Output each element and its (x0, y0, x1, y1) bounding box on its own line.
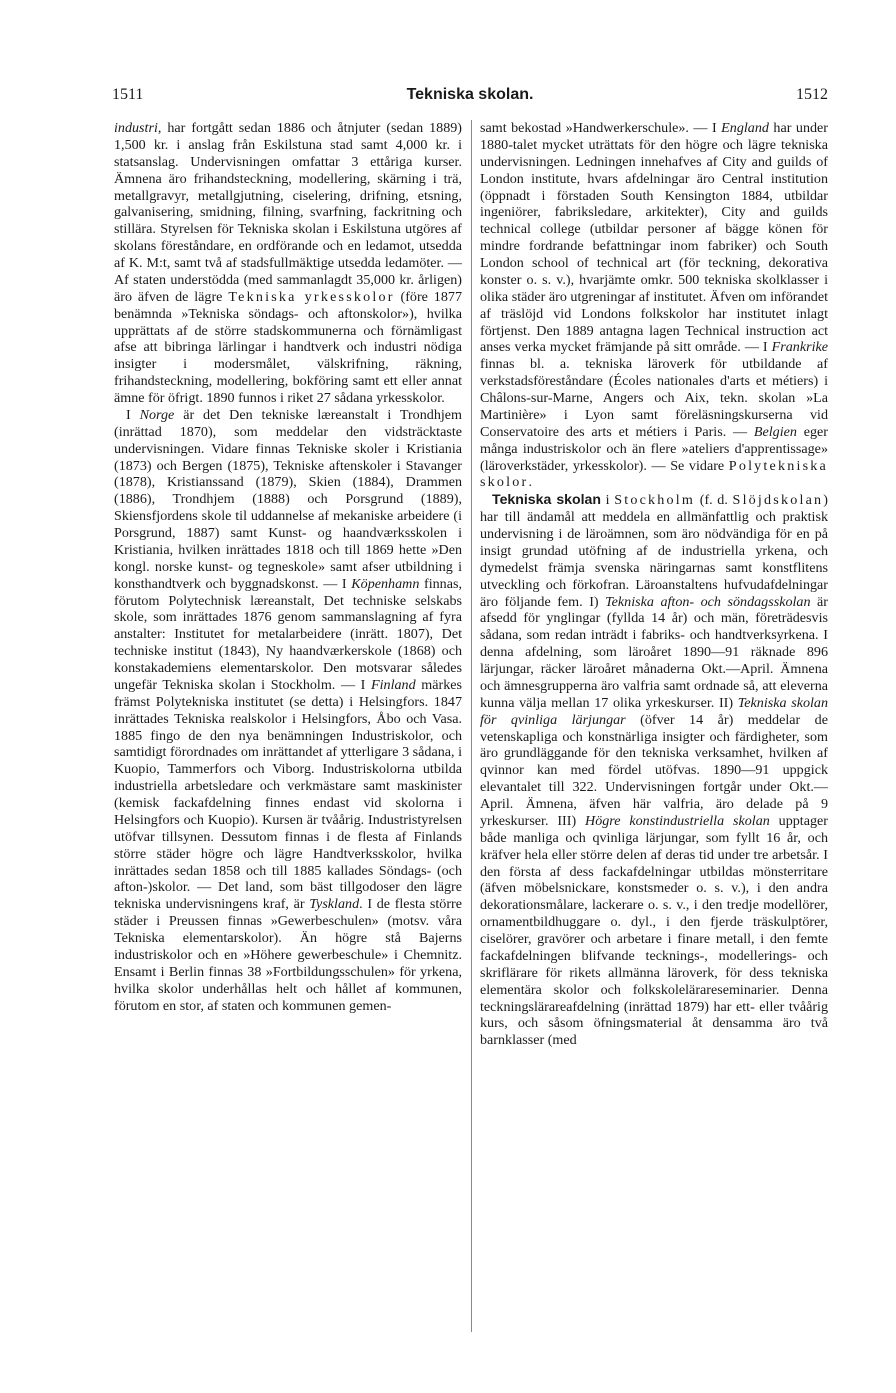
italic-run: Tekniska afton- och söndagsskolan (605, 593, 811, 610)
paragraph (114, 120, 462, 407)
right-column (480, 120, 828, 1049)
italic-run: Frankrike (771, 339, 828, 356)
italic-run: Tekniska skolan för qvinliga lärjungar (480, 694, 829, 728)
italic-run: industri (114, 120, 158, 136)
paragraph (114, 407, 462, 1015)
text-run: i (600, 492, 615, 509)
spaced-run: Stockholm (614, 492, 696, 509)
text-run: har under 1880-talet mycket uträttats för den högre och lägre tekniska undervisningen. Ledningen innehafves af City and guilds of London institute, hvars afdelningar äro Central institution (öppnadt i förstaden South Kensington 1884, utbildar ingeniörer, fabriksledare, arkitekter), City and guilds technical college (utbildar personer af bägge könen för mindre fordrande befattningar inom fabriker) och South London school of technical art (för teckning, dekorativa konster o. s. v.), hvarjämte omkr. 500 tekniska skolklasser i olika städer äro utgreningar af institutet. Äfven om införandet af träslöjd vid Londons folkskolor har institutet inlagt förtjenst. Den 1889 antagna lagen Technical instruction act anses verka mycket främjande på sitt område. — I (480, 120, 828, 356)
text-run: är afsedd för ynglingar (fyllda 14 år) och män, företrädesvis sådana, som redan inträdt i fabriks- och handtverksyrkena. I denna afdelning, som läroåret 1890—91 räknade 896 lärjungar, räcker läroåret månaderna Okt.—April. Ämnena och ämnesgrupperna äro valfria samt ordnade så, att eleverna kunna välja mellan 17 olika yrkeskurser. II) (480, 593, 828, 711)
text-run: upptager både manliga och qvinliga lärjungar, som fyllt 16 år, och kräfver hela eller större delen af deras tid under tre arbetsår. I den första af dess fackafdelningar utbildas mönsterritare (äfven möbelsnickare, konstsmeder o. s. v.), i den andra dekorationsmålare, lackerare o. s. v., i den tredje modellörer, ornamentbildhuggare o. dyl., i den fjerde träskulptörer, ciselörer, gravörer och arbetare i finare metall, i den femte fackafdelningen blifvande tecknings-, modellerings- och skriflärare för rikets allmänna läroverk, för dess tekniska elementära skolor och folkskolelärareseminarier. Denna teckningslärareafdelning (inrättad 1879) har ett- eller tvåårig kurs, och såsom öfningsmaterial åt densamma äro två barnklasser (med (480, 812, 828, 1049)
italic-run: Köpenhamn (351, 575, 420, 592)
text-run: , har fortgått sedan 1886 och åtnjuter (sedan 1889) 1,500 kr. i anslag från Eskilstuna stad samt 4,000 kr. i statsanslag. Undervisningen omfattar 3 ettåriga kurser. Ämnena äro frihandsteckning, modellering, skärning i trä, metallgravyr, metallgjutning, ciselering, drifning, etsning, galvanisering, smidning, filning, svarfning, fackritning och stillära. Styrelsen för Tekniska skolan i Eskilstuna utgöres af skolans föreståndare, en ordförande och en ledamot, utsedda af K. M:t, samt två af stadsfullmäktige utsedda ledamöter. — Af staten understödda (med sammanlagdt 35,000 kr. årligen) äro äfven de lägre (114, 120, 462, 305)
text-run: samt bekostad »Handwerkerschule». — I (480, 120, 722, 136)
italic-run: Finland (371, 676, 416, 693)
text-run: . (528, 474, 532, 491)
italic-run: Norge (139, 406, 175, 423)
text-run: är det Den tekniske læreanstalt i Trondhjem (inrättad 1870), som meddelar den vidsträcktaste undervisningen. Vidare finnas Tekniske skoler i Kristiania (1873) och Bergen (1875), Tekniske aftenskoler i Stavanger (1878), Kristianssand (1879), Skien (1884), Drammen (1886), Trondhjem (1888) och Porsgrund (1889), Skiensfjordens skole til uddannelse af mekaniske arbeidere (i Porsgrund, 1887) samt Kunst- og haandværksskolen i Kristiania, hvilken inrättades 1818 och till 1869 hette »Den kongl. norske kunst- og tegneskole» samt afser utbildning i konsthandtverk och byggnadskonst. — I (114, 406, 463, 592)
text-run: (öfver 14 år) meddelar de vetenskapliga och konstnärliga insigter och färdigheter, som äro grundläggande för den tekniska verksamhet, hvilken af qvinnor kan med fördel utöfvas. 1890—91 uppgick elevantalet till 322. Undervisningen fortgår under Okt.—April. Ämnena, äfven här valfria, äro delade på 9 yrkeskurser. III) (480, 711, 828, 829)
text-run: ) har till ändamål att meddela en allmänfattlig och praktisk undervisning i de läroämnen, som äro nödvändiga för en på insigt grundad utöfning af de industriella yrkena, och dymedelst främja svenska näringarnas samt konstflitens utveckling och förkofran. Läroanstaltens hufvudafdelningar äro följande fem. I) (480, 492, 828, 610)
italic-run: Belgien (753, 423, 797, 440)
right-page-number: 1512 (796, 86, 828, 103)
spaced-run: Slöjdskolan (732, 492, 824, 509)
text-run: finnas, förutom Polytechnisk læreanstalt, Det techniske selskabs skole, som inrättades 1876 genom sammanslagning af fyra anstalter: Institutet for metalarbeidere (inrätt. 1807), Det techniske institut (1843), Ny haandværkerskole (1868) och konstakademiens elementarskolor. Den motsvarar således ungefär Tekniska skolan i Stockholm. — I (114, 575, 462, 693)
text-run: (före 1877 benämnda »Tekniska söndags- och aftonskolor»), hvilka upprättats af de större stadskommunerna och förnämligast afse att bibringa lärlingar i handtverk och industri nödiga insigter i modersmålet, välskrifning, räkning, frihandsteckning, modellering, bokföring samt ett eller annat ämne för öfrigt. 1890 funnos i riket 27 sådana yrkesskolor. (114, 288, 462, 406)
italic-run: Högre konstindustriella skolan (585, 812, 770, 829)
running-title: Tekniska skolan. (406, 86, 534, 103)
paragraph (480, 120, 828, 491)
entry-heading: Tekniska skolan (492, 491, 601, 508)
page-header (112, 86, 828, 110)
text-run: eger många industriskolor och än flere »ateliers d'apprentissage» (läroverkstäder, yrkesskolor). — Se vidare (480, 423, 828, 474)
italic-run: Tyskland (309, 896, 360, 913)
text-run: I (126, 406, 140, 423)
left-column (114, 120, 462, 1014)
paragraph (480, 491, 828, 1049)
column-divider (471, 120, 472, 1332)
text-run: finnas bl. a. tekniska läroverk för utbildande af verkstadsföreståndare (Écoles nationales d'arts et métiers) i Châlons-sur-Marne, Angers och Aix, tekn. skolan »La Martinière» i Lyon samt föreläsningskurserna vid Conservatoire des arts et métiers i Paris. — (480, 356, 828, 440)
spaced-run: Tekniska yrkesskolor (228, 288, 395, 305)
text-run: märkes främst Polytekniska institutet (se detta) i Helsingfors. 1847 inrättades Tekniska realskolor i Helsingfors, Åbo och Vasa. 1885 fingo de den nya benämningen Industriskolor, och samtidigt förordnades om inrättandet af ytterligare 3 sådana, i Kuopio, Tammerfors och Viborg. Industriskolorna utbilda industriella arbetsledare och verkmästare samt maskinister (kemisk fackafdelning finnes endast vid skolorna i Helsingfors och Kuopio). Kursen är tvåårig. Industristyrelsen utöfvar tillsynen. Dessutom finnas i de flesta af Finlands större städer högre och lägre Handtverksskolor, hvilka inrättades sedan 1858 och till 1885 kallades Söndags- (och afton-)skolor. — Det land, som bäst tillgodoser den lägre tekniska undervisningens kraf, är (114, 676, 462, 913)
left-page-number: 1511 (112, 86, 144, 103)
italic-run: England (721, 120, 769, 136)
text-run: . I de flesta större städer i Preussen finnas »Gewerbeschulen» (motsv. våra Tekniska elementarskolor). Än högre stå Bajerns industriskolor och en »Höhere gewerbeschule» i Chemnitz. Ensamt i Berlin finnas 38 »Fortbildungsschulen» för yrkena, hvilka skolor underhållas helt och hållet af kommunen, förutom en stor, af staten och kommunen gemen- (114, 896, 462, 1014)
text-run: (f. d. (695, 492, 733, 509)
spaced-run: Polytekniska skolor (480, 457, 828, 491)
